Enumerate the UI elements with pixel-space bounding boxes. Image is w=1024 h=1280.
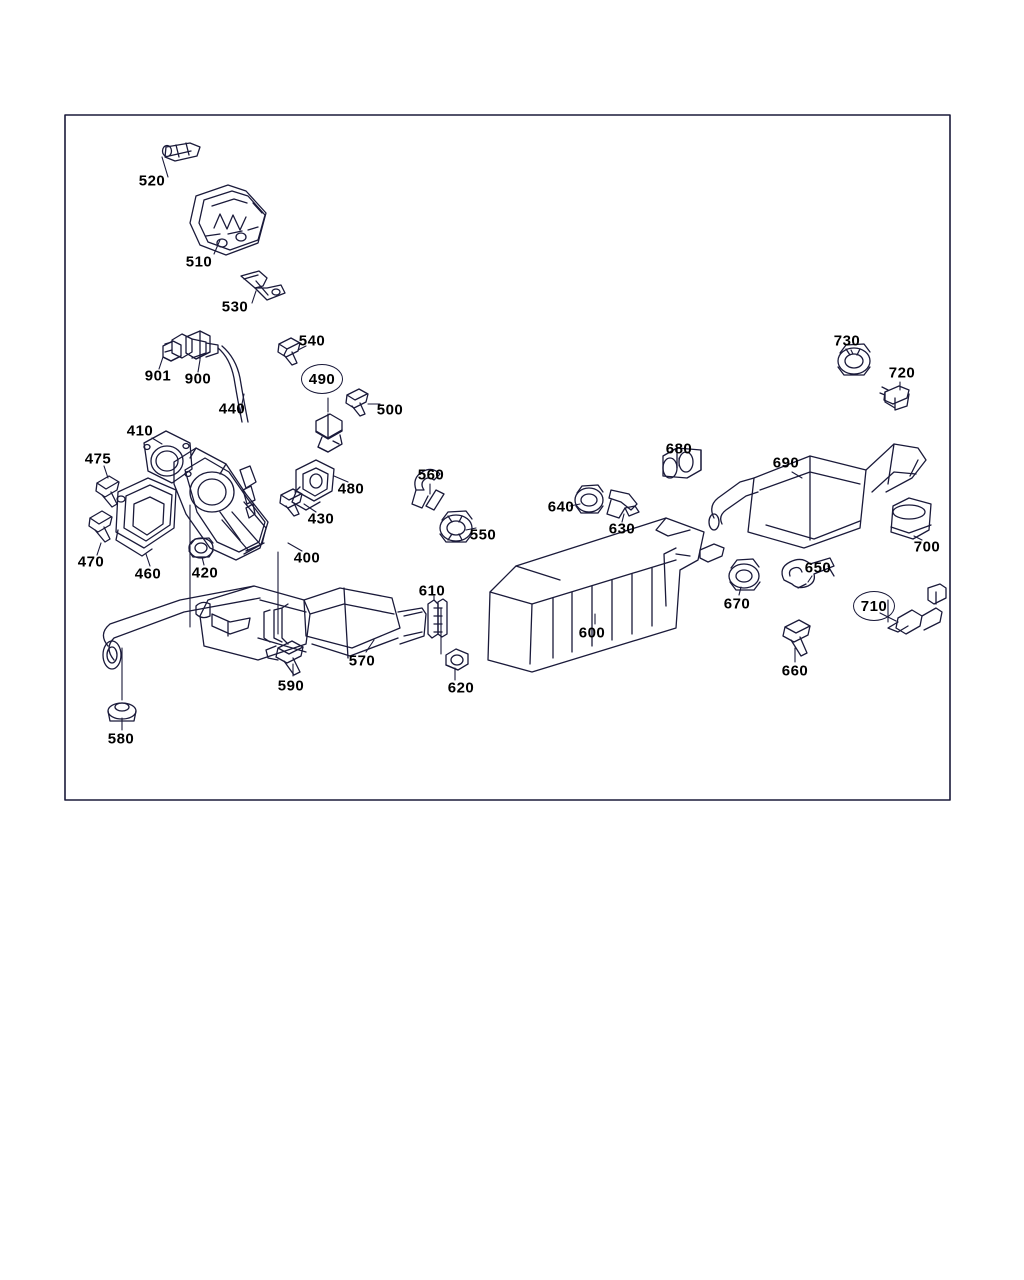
callout-720[interactable]: 720 [888,364,916,382]
callout-630[interactable]: 630 [608,520,636,538]
callout-420[interactable]: 420 [191,564,219,582]
callout-690[interactable]: 690 [772,454,800,472]
callout-600[interactable]: 600 [578,624,606,642]
callout-570[interactable]: 570 [348,652,376,670]
callout-470[interactable]: 470 [77,553,105,571]
callout-730[interactable]: 730 [833,332,861,350]
callout-460[interactable]: 460 [134,565,162,583]
callout-700[interactable]: 700 [913,538,941,556]
callout-410[interactable]: 410 [126,422,154,440]
callout-560[interactable]: 560 [417,466,445,484]
callout-500[interactable]: 500 [376,401,404,419]
callout-430[interactable]: 430 [307,510,335,528]
callout-901[interactable]: 901 [144,367,172,385]
callout-900[interactable]: 900 [184,370,212,388]
callout-400[interactable]: 400 [293,549,321,567]
callout-580[interactable]: 580 [107,730,135,748]
callout-650[interactable]: 650 [804,559,832,577]
callout-660[interactable]: 660 [781,662,809,680]
callout-610[interactable]: 610 [418,582,446,600]
callout-620[interactable]: 620 [447,679,475,697]
callout-475[interactable]: 475 [84,450,112,468]
callout-540[interactable]: 540 [298,332,326,350]
callout-710[interactable]: 710 [853,591,895,621]
callout-590[interactable]: 590 [277,677,305,695]
callout-480[interactable]: 480 [337,480,365,498]
callout-530[interactable]: 530 [221,298,249,316]
callout-520[interactable]: 520 [138,172,166,190]
callout-440[interactable]: 440 [218,400,246,418]
callout-490[interactable]: 490 [301,364,343,394]
callout-510[interactable]: 510 [185,253,213,271]
callout-670[interactable]: 670 [723,595,751,613]
callout-640[interactable]: 640 [547,498,575,516]
callout-680[interactable]: 680 [665,440,693,458]
callout-550[interactable]: 550 [469,526,497,544]
